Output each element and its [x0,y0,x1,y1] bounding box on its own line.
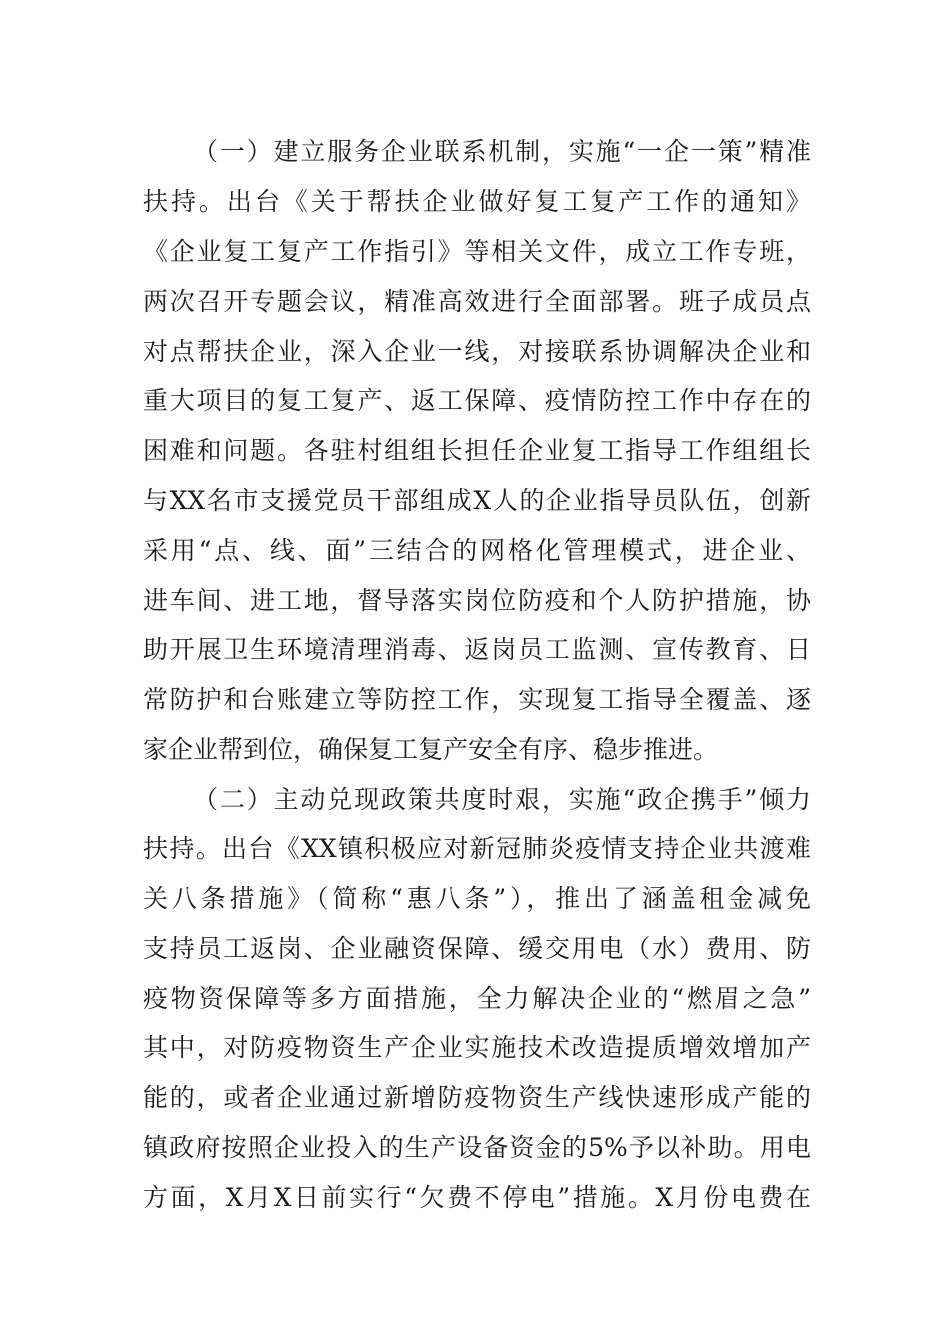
paragraph-2-line-9: 方面，X月X日前实行“欠费不停电”措施。X月份电费在 [143,1183,811,1212]
paragraph-1-line-13: 家企业帮到位，确保复工复产安全有序、稳步推进。 [143,735,719,764]
paragraph-1-line-4: 两次召开专题会议，精准高效进行全面部署。班子成员点 [143,287,811,316]
paragraph-2-line-6: 其中，对防疫物资生产企业实施技术改造提质增效增加产 [143,1033,811,1062]
paragraph-1-line-12: 常防护和台账建立等防控工作，实现复工指导全覆盖、逐 [143,685,811,714]
paragraph-2-line-1: （二）主动兑现政策共度时艰，实施“政企携手”倾力 [193,785,811,814]
paragraph-1-line-1: （一）建立服务企业联系机制，实施“一企一策”精准 [193,137,811,166]
paragraph-1-line-11: 助开展卫生环境清理消毒、返岗员工监测、宣传教育、日 [143,635,811,664]
paragraph-2-line-3: 关八条措施》（简称“惠八条”），推出了涵盖租金减免 [143,884,811,913]
paragraph-1-line-7: 困难和问题。各驻村组组长担任企业复工指导工作组组长 [143,436,811,465]
paragraph-2-line-2: 扶持。出台《XX镇积极应对新冠肺炎疫情支持企业共渡难 [143,834,811,863]
paragraph-1-line-9: 采用“点、线、面”三结合的网格化管理模式，进企业、 [143,536,811,565]
paragraph-2-line-8: 镇政府按照企业投入的生产设备资金的5%予以补助。用电 [143,1133,811,1162]
paragraph-1-line-5: 对点帮扶企业，深入企业一线，对接联系协调解决企业和 [143,337,811,366]
paragraph-2-line-4: 支持员工返岗、企业融资保障、缓交用电（水）费用、防 [143,934,811,963]
paragraph-1-line-3: 《企业复工复产工作指引》等相关文件，成立工作专班， [143,237,811,266]
paragraph-1-line-8: 与XX名市支援党员干部组成X人的企业指导员队伍，创新 [143,486,811,515]
paragraph-1-line-6: 重大项目的复工复产、返工保障、疫情防控工作中存在的 [143,386,811,415]
paragraph-2-line-7: 能的，或者企业通过新增防疫物资生产线快速形成产能的 [143,1083,811,1112]
paragraph-2-line-5: 疫物资保障等多方面措施，全力解决企业的“燃眉之急” [143,984,811,1013]
paragraph-1-line-10: 进车间、进工地，督导落实岗位防疫和个人防护措施，协 [143,586,811,615]
paragraph-1-line-2: 扶持。出台《关于帮扶企业做好复工复产工作的通知》 [143,187,811,216]
